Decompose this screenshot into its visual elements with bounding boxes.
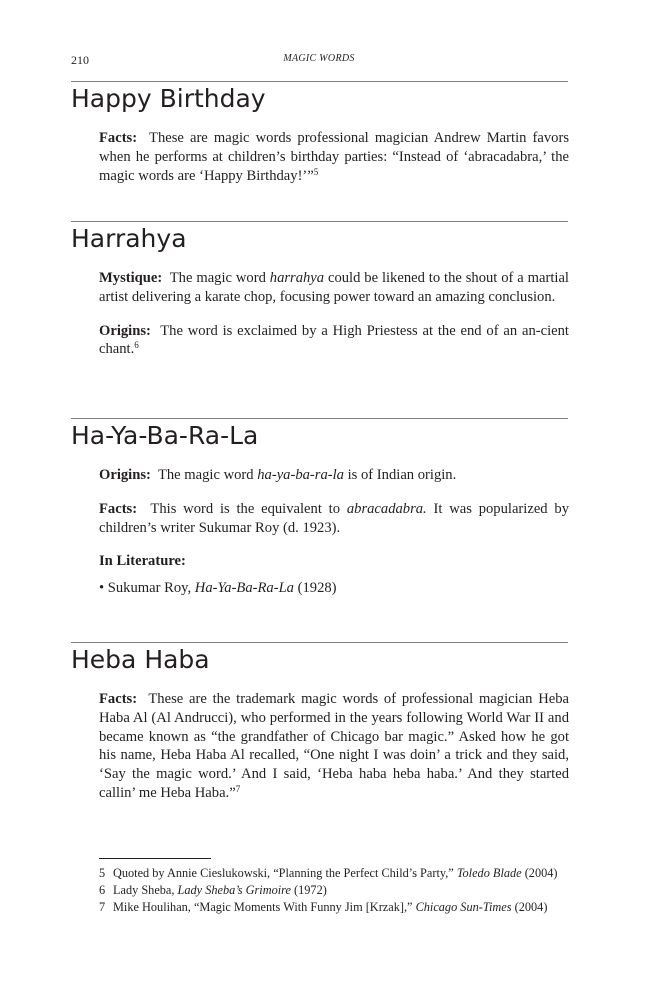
- entry-title: Heba Haba: [71, 645, 210, 674]
- footnote-source: Lady Sheba’s Grimoire: [177, 883, 291, 897]
- paragraph-label: Facts:: [99, 130, 138, 146]
- entry-happy-birthday: [71, 81, 568, 185]
- footnote-text: Lady Sheba,: [113, 883, 178, 897]
- footnote-text: Mike Houlihan, “Magic Moments With Funny Jim [Krzak],”: [113, 900, 416, 914]
- entry-title: Ha-Ya-Ba-Ra-La: [71, 421, 259, 450]
- footnote-number: 7: [99, 900, 106, 914]
- literature-heading: In Literature:: [99, 553, 186, 570]
- facts-paragraph: [99, 500, 569, 538]
- paragraph-label: Origins:: [99, 322, 151, 339]
- running-title: MAGIC WORDS: [283, 53, 355, 64]
- entry-divider: [71, 221, 568, 222]
- entry-body: [99, 129, 569, 185]
- origins-paragraph: [99, 322, 569, 360]
- footnote-year: (2004): [521, 866, 558, 880]
- footnote-rule: [99, 858, 211, 859]
- footnote-6: [99, 882, 569, 899]
- paragraph-text: The magic word: [169, 270, 270, 286]
- italic-term: abracadabra.: [346, 500, 427, 517]
- entry-body: [99, 269, 569, 359]
- entry-body: [99, 466, 569, 598]
- footnote-text: Quoted by Annie Cieslukowski, “Planning the Perfect Child’s Party,”: [113, 866, 457, 880]
- running-head: [71, 53, 567, 69]
- footnote-ref: 7: [235, 783, 241, 794]
- paragraph-label: Origins:: [99, 467, 151, 483]
- entry-title: Happy Birthday: [71, 84, 266, 113]
- italic-term: harrahya: [269, 270, 325, 286]
- mystique-paragraph: [99, 269, 569, 307]
- bullet-glyph: •: [99, 580, 105, 597]
- footnote-number: 5: [99, 866, 106, 880]
- footnote-source: Chicago Sun-Times: [415, 900, 512, 914]
- entry-divider: [71, 81, 568, 82]
- footnote-7: [99, 899, 569, 916]
- facts-paragraph: [99, 129, 569, 185]
- footnote-year: (2004): [511, 900, 548, 914]
- entry-body: [99, 690, 569, 803]
- facts-paragraph: [99, 690, 569, 803]
- italic-term: ha-ya-ba-ra-la: [257, 467, 344, 483]
- literature-author: Sukumar Roy,: [107, 580, 195, 597]
- page-number: 210: [71, 53, 89, 67]
- origins-paragraph: [99, 466, 569, 485]
- literature-year: (1928): [293, 580, 337, 597]
- paragraph-label: Facts:: [99, 500, 138, 517]
- entry-divider: [71, 418, 568, 419]
- paragraph-text: The word is exclaimed by a High Priestess at the end of an an-cient chant.: [99, 322, 569, 358]
- footnote-ref: 6: [134, 340, 139, 351]
- entry-harrahya: [71, 221, 568, 359]
- paragraph-label: Facts:: [99, 691, 138, 707]
- entry-title: Harrahya: [71, 224, 187, 253]
- footnote-source: Toledo Blade: [456, 866, 522, 880]
- paragraph-text: is of Indian origin.: [343, 467, 457, 483]
- paragraph-text: It was popularized by children’s writer Sukumar Roy (d. 1923).: [99, 500, 569, 536]
- footnotes: [99, 858, 569, 916]
- paragraph-text: could be likened to the shout of a martial artist delivering a karate chop, focusing power toward an amazing conclusion.: [99, 270, 569, 305]
- entry-ha-ya-ba-ra-la: [71, 418, 568, 598]
- paragraph-text: These are the trademark magic words of professional magician Heba Haba Al (Al Andrucci), who performed in the years following World War II and became known as “the grandfather of Chicago bar magic.” Asked how he got his name, Heba Haba Al recalled, “One night I was doin’ a trick and they said, ‘Say the magic word.’ And I said, ‘Heba haba heba haba.’ And they started callin’ me Heba Haba.”: [99, 691, 569, 801]
- footnote-number: 6: [99, 883, 106, 897]
- footnote-ref: 5: [313, 166, 319, 177]
- paragraph-text: The magic word: [157, 467, 258, 483]
- footnote-5: [99, 865, 569, 882]
- paragraph-text: This word is the equivalent to: [150, 500, 347, 517]
- literature-item: [99, 579, 569, 598]
- literature-work: Ha-Ya-Ba-Ra-La: [194, 580, 294, 597]
- entry-divider: [71, 642, 568, 643]
- paragraph-text: These are magic words professional magician Andrew Martin favors when he performs at children’s birthday parties: “Instead of ‘abracadabra,’ the magic words are ‘Happy Birthday!’”: [99, 130, 569, 184]
- entry-heba-haba: [71, 642, 568, 803]
- paragraph-label: Mystique:: [99, 270, 163, 286]
- footnote-year: (1972): [290, 883, 327, 897]
